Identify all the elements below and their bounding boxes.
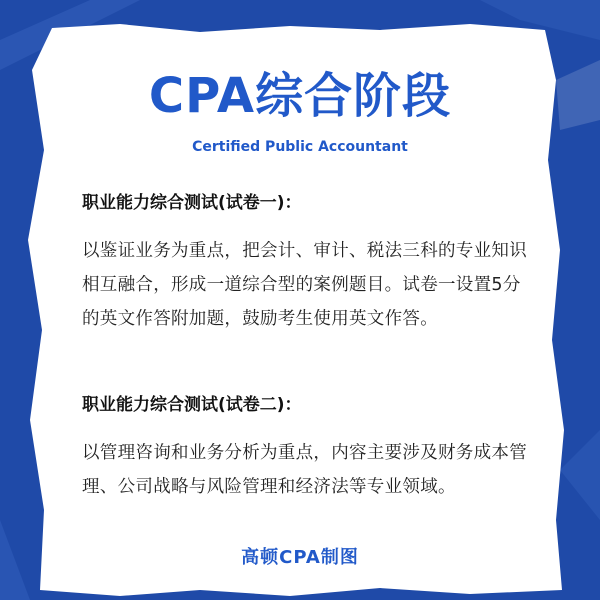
section-paper-two — [82, 394, 532, 504]
page-title: CPA综合阶段 — [148, 68, 452, 124]
page-subtitle: Certified Public Accountant — [192, 139, 408, 155]
section-heading: 职业能力综合测试(试卷一)： — [82, 193, 302, 213]
section-body: 以鉴证业务为重点，把会计、审计、税法三科的专业知识相互融合，形成一道综合型的案例题目。试卷一设置5分的英文作答附加题，鼓励考生使用英文作答。 — [82, 241, 527, 329]
footer-credit: 高顿CPA制图 — [241, 547, 359, 568]
section-body: 以管理咨询和业务分析为重点，内容主要涉及财务成本管理、公司战略与风险管理和经济法等专业领域。 — [82, 443, 527, 497]
section-heading: 职业能力综合测试(试卷二)： — [82, 395, 302, 415]
section-paper-one — [82, 192, 532, 336]
